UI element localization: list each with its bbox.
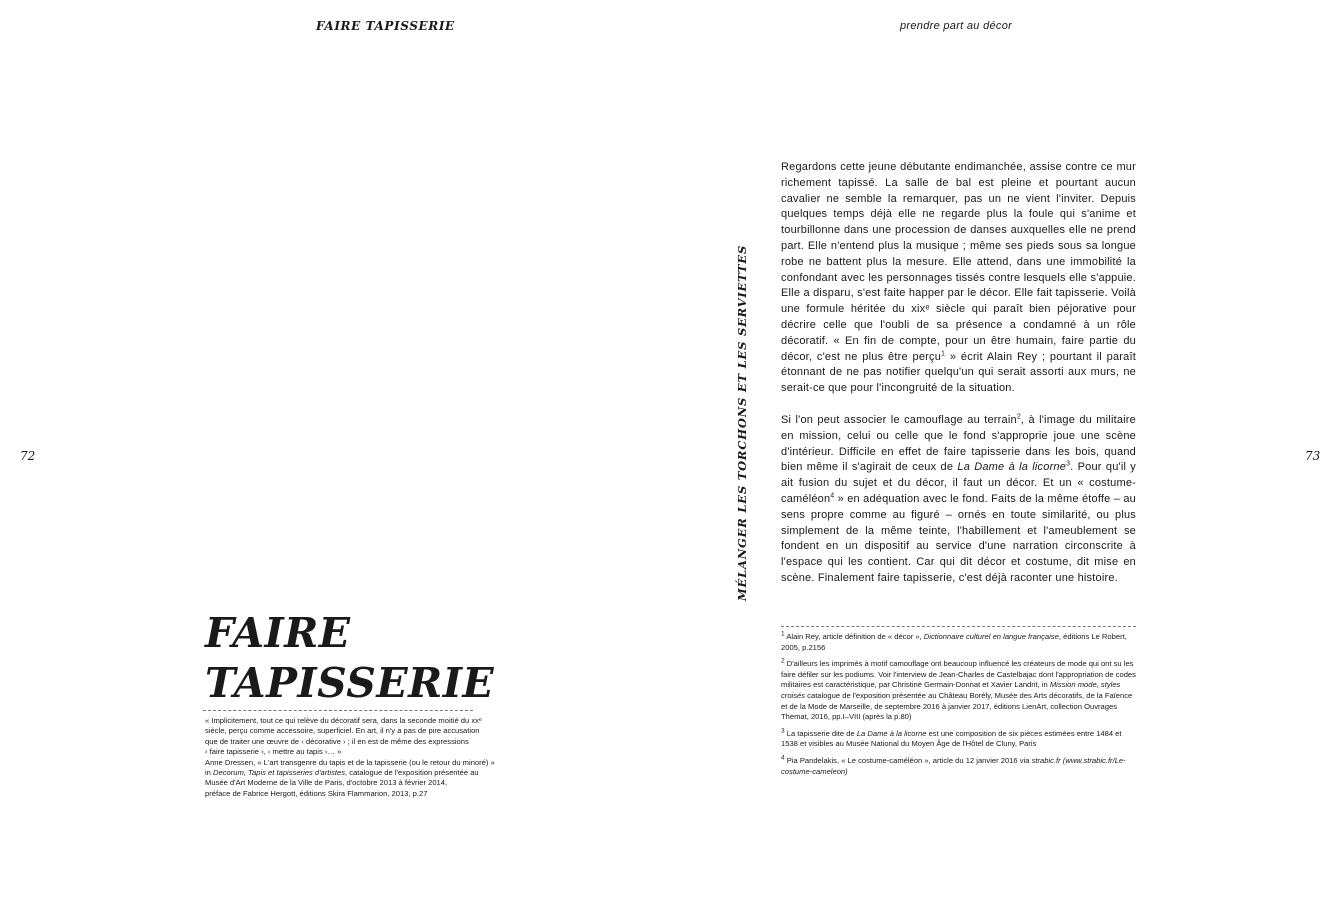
paragraph-2: Si l'on peut associer le camouflage au terrain$^2$, à l'image du militaire en mission, celui ou celle que le fond s'approprie joue une scène d'intérieur. Difficile en effet de faire tapisserie dans les bois, quand bien même il s'agirait de ceux de La Dame à la licorne$^3$. Pour qu'il y ait fusion du sujet et du décor, il faut un décor. Et un « costume-caméléon$^4$ » en adéquation avec le fond. Faits de la même étoffe – au sens propre comme au figuré – ornés en toute similarité, ou plus simplement de la même teinte, l'habillement et l'ameublement se fondent en un dispositif au service d'une narration circonscrite à l'espace qui les contient. Car qui dit décor et costume, dit mise en scène. Finalement faire tapisserie, c'est déjà raconter une histoire. [781, 413, 1137, 584]
epigraph-line: Musée d'Art Moderne de la Ville de Paris, d'octobre 2013 à février 2014, [205, 778, 448, 788]
epigraph-line: ‹ faire tapisserie ›, ‹ mettre au tapis ›… » [205, 747, 342, 757]
paragraph-1: Regardons cette jeune débutante endimanchée, assise contre ce mur richement tapissé. La salle de bal est pleine et pourtant aucun cavalier ne semble la remarquer, pas un ne vient l'inviter. Depuis quelques temps déjà elle ne regarde plus la foule qui s'anime et tourbillonne dans une procession de danses auxquelles elle ne prend part. Elle n'entend plus la musique ; même ses pieds sous sa longue robe ne battent plus la mesure. Elle attend, dans une immobilité la confondant avec les personnages tissés contre lesquels elle s'appuie. Elle a disparu, s'est faite happer par le décor. Elle fait tapisserie. Voilà une formule héritée du xixᵉ siècle qui paraît bien péjorative pour décrire celle que l'oubli de sa présence a condamné à un rôle décoratif. « En fin de compte, pour un être humain, faire partie du décor, c'est ne plus être perçu$^1$ » écrit Alain Rey ; pourtant il paraît étonnant de ne pas notifier quelqu'un qui serait assorti aux murs, ne serait-ce que pour l'incongruité de la situation. [781, 161, 1136, 395]
running-title-left: FAIRE TAPISSERIE [316, 19, 455, 33]
footnote-3: $^3$ La tapisserie dite de La Dame à la licorne est une composition de six pièces estimées entre 1484 et 1538 et visibles au Musée National du Moyen Âge de l'Hôtel de Cluny, Paris [781, 727, 1122, 749]
epigraph-source-title: Decorum, Tapis et tapisseries d'artistes [213, 768, 346, 778]
body-text [781, 160, 1136, 603]
chapter-title-line2: TAPISSERIE [205, 659, 495, 707]
work-title: La Dame à la licorne [957, 461, 1067, 474]
footnote-ref-2: 2 [1016, 413, 1021, 421]
epigraph-source: in Decorum, Tapis et tapisseries d'artistes, catalogue de l'exposition présentée au [205, 768, 479, 778]
epigraph-line: siècle, perçu comme accessoire, superficiel. En art, il n'y a pas de pire accusation [205, 726, 480, 736]
page-number-right: 73 [1305, 449, 1321, 463]
footnote-ref-3: 3 [1066, 460, 1071, 468]
footnote-2: $^2$ D'ailleurs les imprimés à motif camouflage ont beaucoup influencé les créateurs de mode qui ont su les faire défiler sur les podiums. Voir l'interview de Jean-Charles de Castelbajac dont l'appropriation de codes militaires est caractéristique, par Christine Germain-Donnat et Xavier Landrit, in Mission mode, styles croisés catalogue de l'exposition présentée au Château Borély, Musée des Arts décoratifs, de la Faïence et de la Mode de Marseille, de septembre 2016 à janvier 2017, éditions LienArt, collection Ouvrages Themat, 2016, pp.I–VIII (après la p.80) [781, 657, 1136, 722]
epigraph-divider [203, 710, 473, 711]
epigraph-line: Anne Dressen, « L'art transgenre du tapis et de la tapisserie (ou le retour du minoré) » [205, 757, 495, 767]
chapter-title-line1: FAIRE [205, 609, 351, 657]
footnote-1: $^1$ Alain Rey, article définition de « décor », Dictionnaire culturel en langue française, éditions Le Robert, 2005, p.2156 [781, 630, 1127, 652]
footnote-ref-1: 1 [941, 349, 946, 357]
epigraph-line: préface de Fabrice Hergott, éditions Skira Flammarion, 2013, p.27 [205, 788, 428, 798]
footnotes [781, 632, 1136, 783]
epigraph-line: « Implicitement, tout ce qui relève du décoratif sera, dans la seconde moitié du xxᵉ [205, 716, 482, 725]
footnotes-divider [781, 626, 1136, 627]
footnote-4: $^4$ Pia Pandelakis, « Le costume-caméléon », article du 12 janvier 2016 via strabic.fr (www.strabic.fr/Le-costume-cameleon) [781, 754, 1126, 776]
epigraph-line: que de traiter une œuvre de ‹ décorative › ; il en est de même des expressions [205, 736, 469, 746]
page-number-left: 72 [20, 449, 36, 463]
footnote-ref-4: 4 [830, 492, 835, 500]
chapter-title [205, 608, 494, 708]
section-title-vertical: MÉLANGER LES TORCHONS ET LES SERVIETTES [735, 244, 749, 601]
epigraph [205, 716, 565, 799]
running-title-right: prendre part au décor [900, 20, 1013, 32]
